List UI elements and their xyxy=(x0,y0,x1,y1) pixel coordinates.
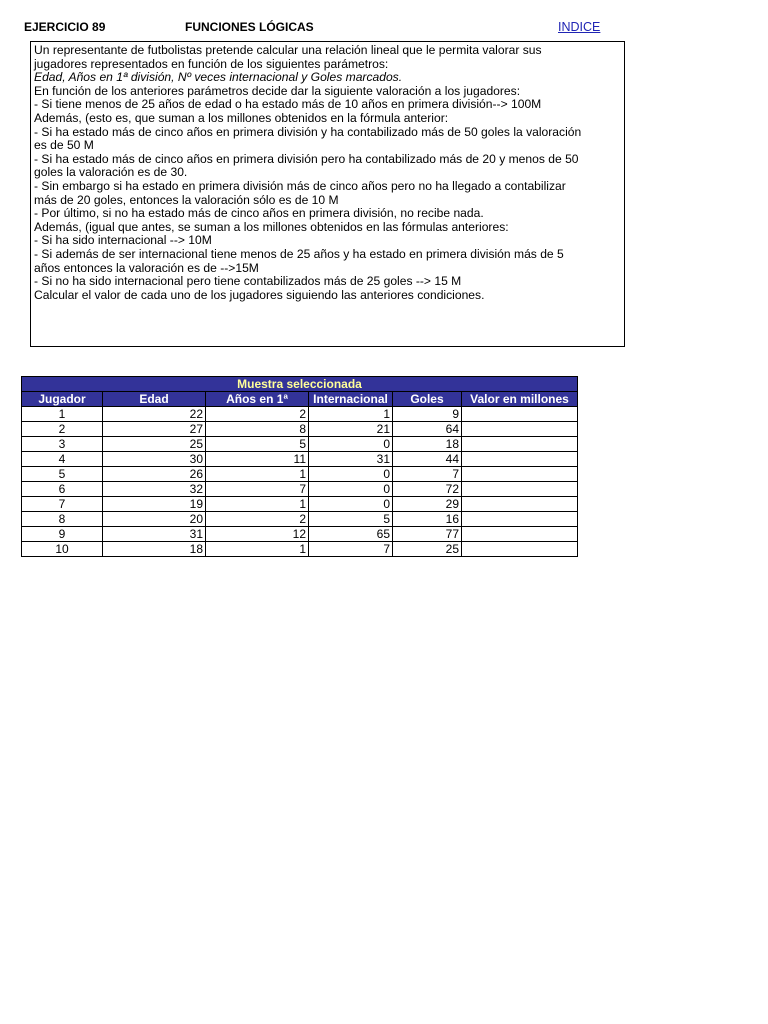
statement-line: - Si tiene menos de 25 años de edad o ha estado más de 10 años en primera división--> 100M xyxy=(34,97,542,112)
statement-line: Además, (igual que antes, se suman a los millones obtenidos en las fórmulas anteriores: xyxy=(34,219,509,234)
statement-line: goles la valoración es de 30. xyxy=(34,165,188,180)
table-header-row xyxy=(22,392,578,407)
statement-line: - Si no ha sido internacional pero tiene contabilizados más de 25 goles --> 15 M xyxy=(34,274,462,289)
cell-jugador[interactable]: 7 xyxy=(22,497,103,512)
cell-edad[interactable]: 26 xyxy=(103,467,206,482)
cell-anos[interactable]: 7 xyxy=(206,482,309,497)
cell-goles[interactable]: 25 xyxy=(393,542,462,557)
cell-jugador[interactable]: 6 xyxy=(22,482,103,497)
table-row xyxy=(22,512,578,527)
table-row xyxy=(22,467,578,482)
cell-goles[interactable]: 77 xyxy=(393,527,462,542)
statement-line: Calcular el valor de cada uno de los jugadores siguiendo las anteriores condiciones. xyxy=(34,287,485,302)
indice-link[interactable]: INDICE xyxy=(558,20,601,34)
cell-valor[interactable] xyxy=(462,512,578,527)
cell-edad[interactable]: 30 xyxy=(103,452,206,467)
cell-goles[interactable]: 9 xyxy=(393,407,462,422)
cell-valor[interactable] xyxy=(462,452,578,467)
cell-internacional[interactable]: 0 xyxy=(309,482,393,497)
cell-valor[interactable] xyxy=(462,437,578,452)
cell-jugador[interactable]: 1 xyxy=(22,407,103,422)
cell-valor[interactable] xyxy=(462,527,578,542)
statement-line: - Si ha estado más de cinco años en primera división pero ha contabilizado más de 20 y menos de 50 xyxy=(34,151,579,166)
cell-edad[interactable]: 27 xyxy=(103,422,206,437)
cell-anos[interactable]: 5 xyxy=(206,437,309,452)
cell-valor[interactable] xyxy=(462,497,578,512)
cell-internacional[interactable]: 5 xyxy=(309,512,393,527)
cell-valor[interactable] xyxy=(462,407,578,422)
cell-edad[interactable]: 22 xyxy=(103,407,206,422)
col-header-internacional: Internacional xyxy=(309,392,393,407)
cell-goles[interactable]: 72 xyxy=(393,482,462,497)
col-header-edad: Edad xyxy=(103,392,206,407)
cell-edad[interactable]: 31 xyxy=(103,527,206,542)
cell-valor[interactable] xyxy=(462,482,578,497)
statement-line: En función de los anteriores parámetros decide dar la siguiente valoración a los jugadores: xyxy=(34,83,521,98)
cell-internacional[interactable]: 0 xyxy=(309,467,393,482)
cell-internacional[interactable]: 31 xyxy=(309,452,393,467)
cell-goles[interactable]: 18 xyxy=(393,437,462,452)
col-header-valor: Valor en millones xyxy=(462,392,578,407)
cell-anos[interactable]: 11 xyxy=(206,452,309,467)
table-row xyxy=(22,482,578,497)
table-row xyxy=(22,527,578,542)
cell-edad[interactable]: 20 xyxy=(103,512,206,527)
cell-internacional[interactable]: 21 xyxy=(309,422,393,437)
players-table xyxy=(21,376,578,557)
statement-line: más de 20 goles, entonces la valoración sólo es de 10 M xyxy=(34,192,339,207)
cell-jugador[interactable]: 4 xyxy=(22,452,103,467)
col-header-goles: Goles xyxy=(393,392,462,407)
statement-line: años entonces la valoración es de -->15M xyxy=(34,260,259,275)
cell-jugador[interactable]: 8 xyxy=(22,512,103,527)
cell-goles[interactable]: 29 xyxy=(393,497,462,512)
cell-valor[interactable] xyxy=(462,467,578,482)
cell-internacional[interactable]: 1 xyxy=(309,407,393,422)
cell-valor[interactable] xyxy=(462,422,578,437)
cell-goles[interactable]: 44 xyxy=(393,452,462,467)
cell-internacional[interactable]: 65 xyxy=(309,527,393,542)
cell-anos[interactable]: 12 xyxy=(206,527,309,542)
table-row xyxy=(22,422,578,437)
table-row xyxy=(22,497,578,512)
statement-line: jugadores representados en función de los siguientes parámetros: xyxy=(34,56,389,71)
cell-anos[interactable]: 2 xyxy=(206,407,309,422)
exercise-title: FUNCIONES LÓGICAS xyxy=(185,20,314,34)
cell-goles[interactable]: 16 xyxy=(393,512,462,527)
cell-jugador[interactable]: 2 xyxy=(22,422,103,437)
cell-internacional[interactable]: 0 xyxy=(309,497,393,512)
cell-anos[interactable]: 1 xyxy=(206,497,309,512)
cell-edad[interactable]: 18 xyxy=(103,542,206,557)
cell-jugador[interactable]: 3 xyxy=(22,437,103,452)
statement-line: Además, (esto es, que suman a los millones obtenidos en la fórmula anterior: xyxy=(34,110,449,125)
cell-jugador[interactable]: 9 xyxy=(22,527,103,542)
statement-line: - Si además de ser internacional tiene menos de 25 años y ha estado en primera división más de 5 xyxy=(34,246,564,261)
table-row xyxy=(22,437,578,452)
cell-edad[interactable]: 32 xyxy=(103,482,206,497)
statement-line: - Por último, si no ha estado más de cinco años en primera división, no recibe nada. xyxy=(34,206,484,221)
statement-line: - Si ha estado más de cinco años en primera división y ha contabilizado más de 50 goles la valoración xyxy=(34,124,582,139)
table-row xyxy=(22,452,578,467)
cell-edad[interactable]: 19 xyxy=(103,497,206,512)
exercise-number: EJERCICIO 89 xyxy=(24,20,106,34)
cell-internacional[interactable]: 0 xyxy=(309,437,393,452)
cell-jugador[interactable]: 10 xyxy=(22,542,103,557)
statement-line: Un representante de futbolistas pretende calcular una relación lineal que le permita valorar sus xyxy=(34,43,542,57)
table-title: Muestra seleccionada xyxy=(22,377,578,392)
table-row xyxy=(22,407,578,422)
table-row xyxy=(22,542,578,557)
cell-goles[interactable]: 7 xyxy=(393,467,462,482)
col-header-jugador: Jugador xyxy=(22,392,103,407)
statement-line: es de 50 M xyxy=(34,138,94,153)
cell-goles[interactable]: 64 xyxy=(393,422,462,437)
cell-anos[interactable]: 2 xyxy=(206,512,309,527)
cell-anos[interactable]: 1 xyxy=(206,542,309,557)
statement-line: - Si ha sido internacional --> 10M xyxy=(34,233,212,248)
statement-line: - Sin embargo si ha estado en primera división más de cinco años pero no ha llegado a contabilizar xyxy=(34,178,566,193)
cell-anos[interactable]: 8 xyxy=(206,422,309,437)
cell-jugador[interactable]: 5 xyxy=(22,467,103,482)
cell-valor[interactable] xyxy=(462,542,578,557)
statement-parameters-line: Edad, Años en 1ª división, Nº veces internacional y Goles marcados. xyxy=(34,70,403,85)
cell-internacional[interactable]: 7 xyxy=(309,542,393,557)
col-header-anos: Años en 1ª xyxy=(206,392,309,407)
cell-edad[interactable]: 25 xyxy=(103,437,206,452)
problem-statement-box xyxy=(30,41,625,347)
cell-anos[interactable]: 1 xyxy=(206,467,309,482)
